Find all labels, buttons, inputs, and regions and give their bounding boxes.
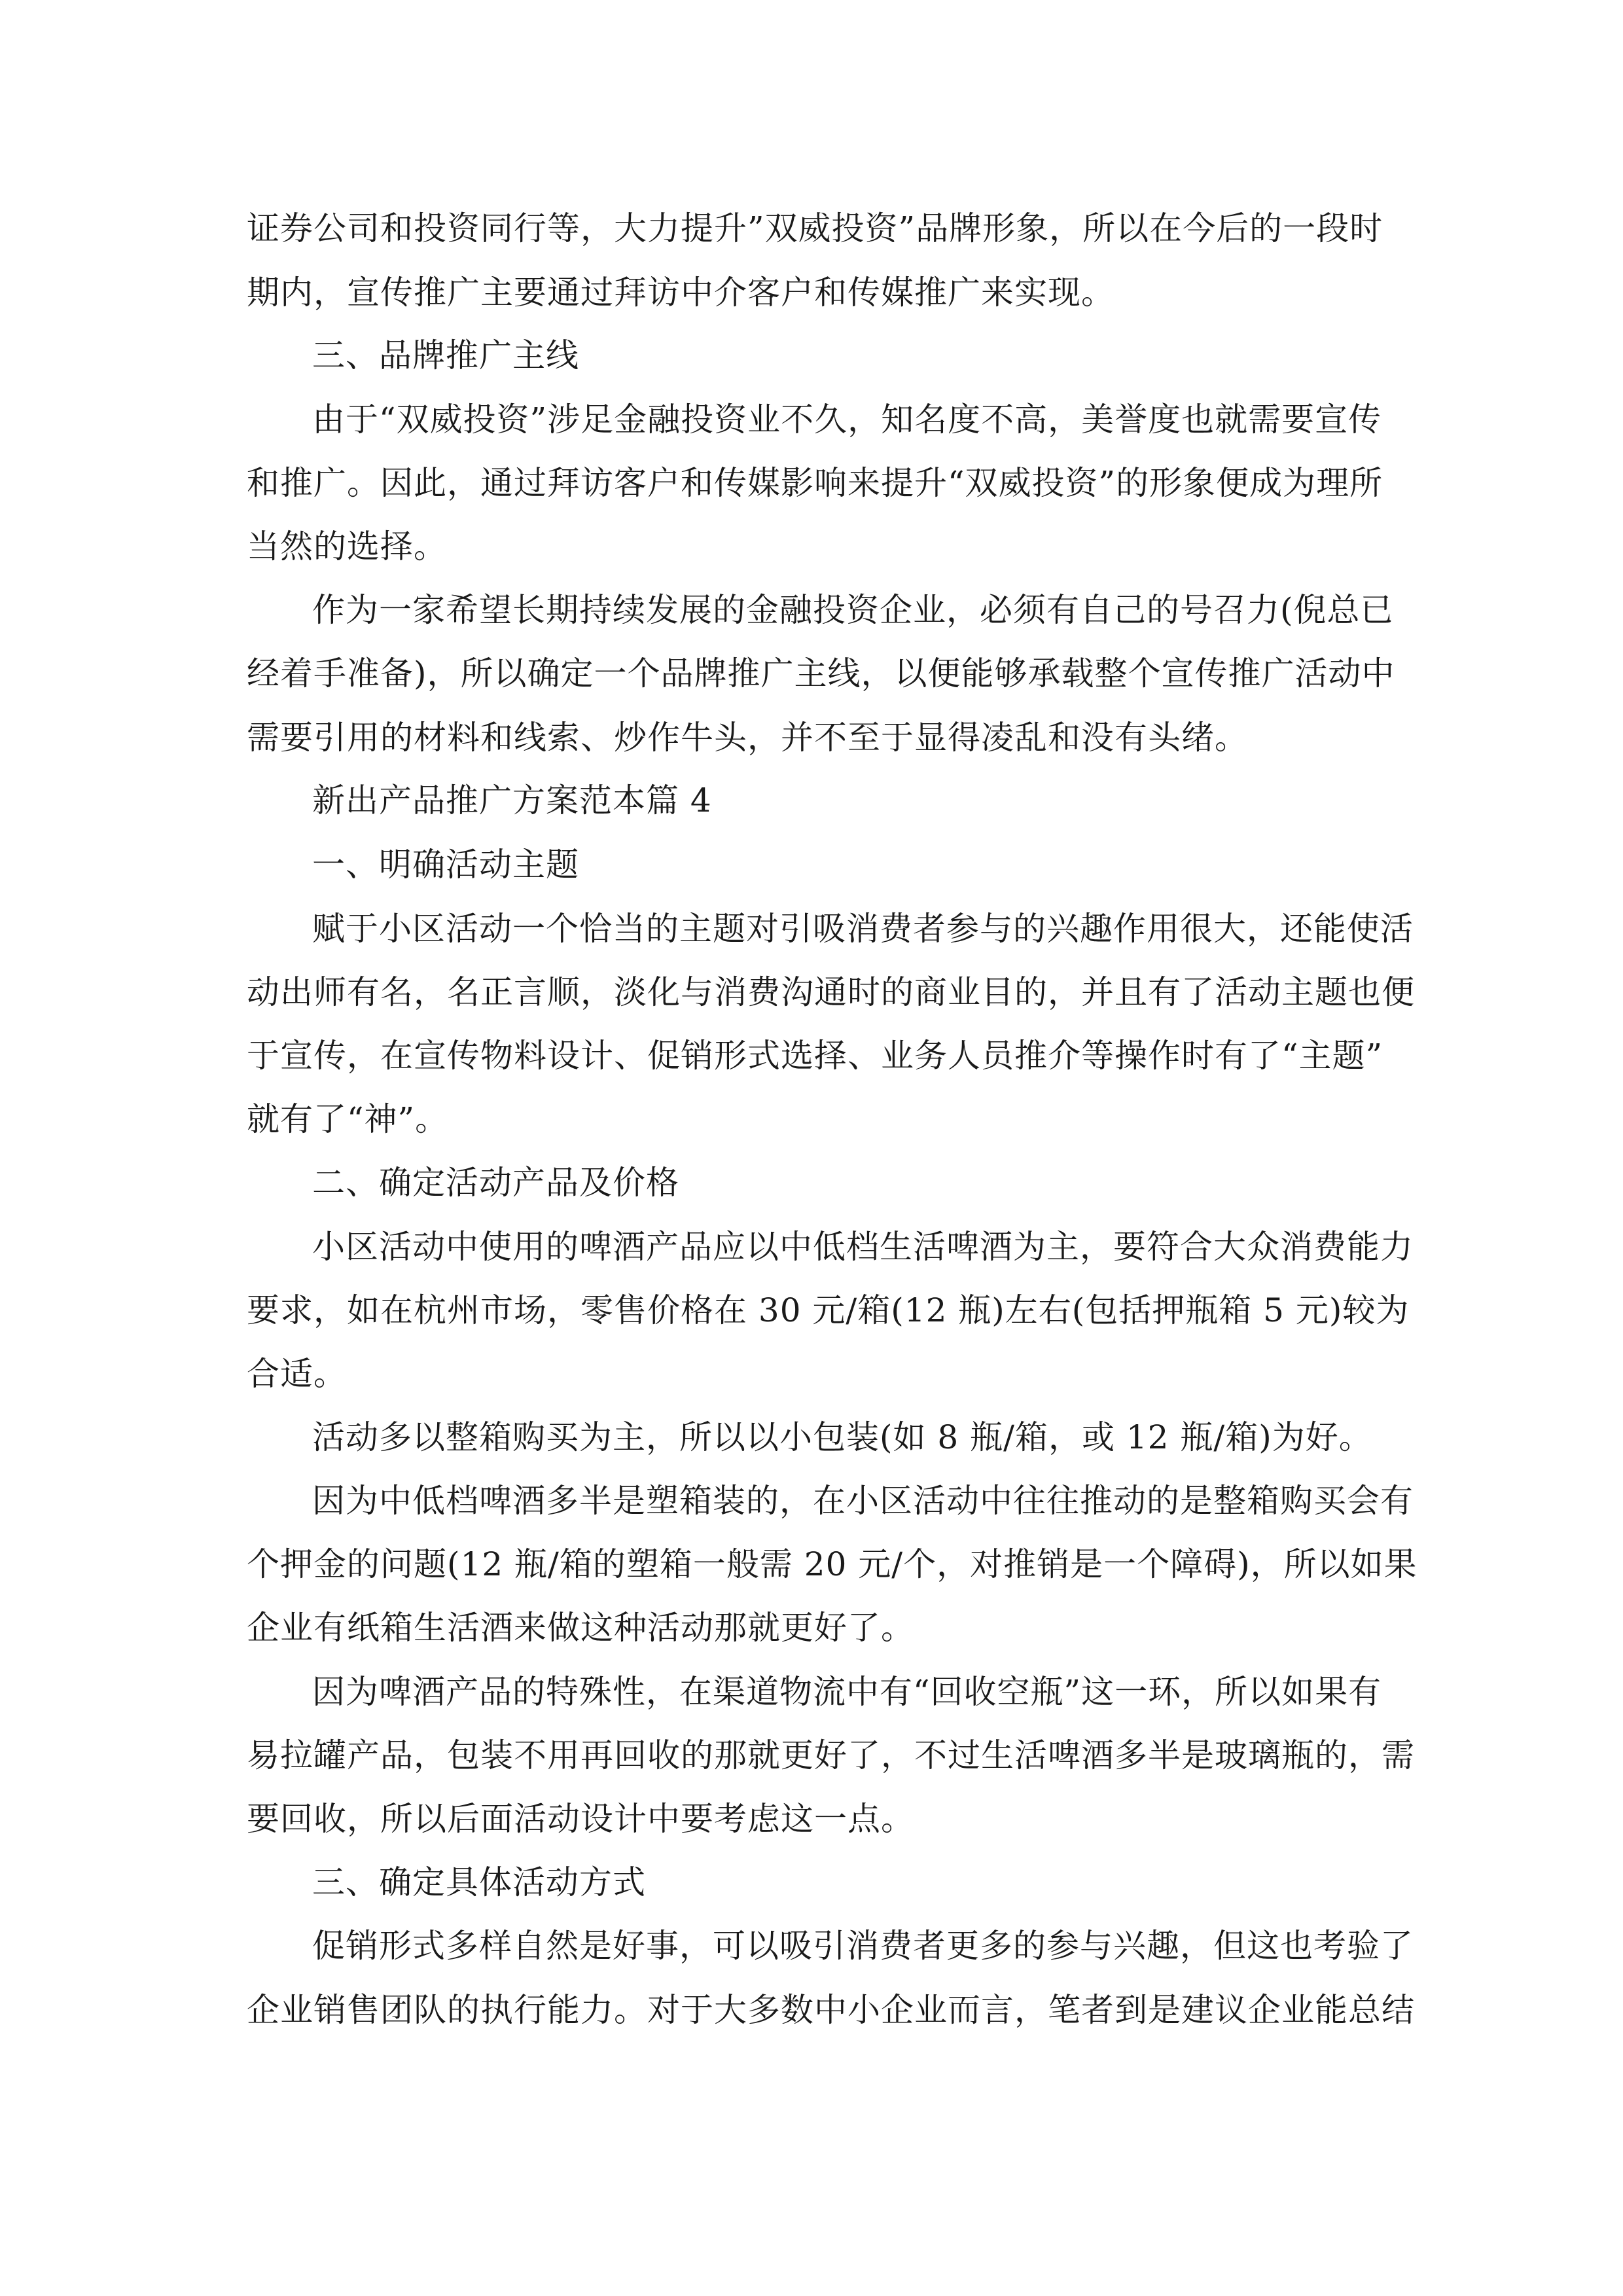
text-line: 当然的选择。 (247, 528, 447, 565)
text-line: 企业有纸箱生活酒来做这种活动那就更好了。 (247, 1609, 914, 1647)
text-line: 易拉罐产品，包装不用再回收的那就更好了，不过生活啤酒多半是玻璃瓶的，需 (247, 1736, 1415, 1774)
text-line: 经着手准备)，所以确定一个品牌推广主线，以便能够承载整个宣传推广活动中 (247, 655, 1395, 692)
text-line: 促销形式多样自然是好事，可以吸引消费者更多的参与兴趣，但这也考验了 (312, 1927, 1414, 1965)
text-line: 小区活动中使用的啤酒产品应以中低档生活啤酒为主，要符合大众消费能力 (312, 1228, 1414, 1266)
text-line: 活动多以整箱购买为主，所以以小包装(如 8 瓶/箱，或 12 瓶/箱)为好。 (312, 1418, 1372, 1456)
text-line: 和推广。因此，通过拜访客户和传媒影响来提升“双威投资”的形象便成为理所 (247, 464, 1383, 502)
section-heading: 一、明确活动主题 (312, 846, 579, 884)
text-line: 赋于小区活动一个恰当的主题对引吸消费者参与的兴趣作用很大，还能使活 (312, 910, 1414, 948)
text-line: 由于“双威投资”涉足金融投资业不久，知名度不高，美誉度也就需要宣传 (312, 401, 1382, 439)
section-heading: 三、品牌推广主线 (312, 336, 579, 374)
section-heading: 三、确定具体活动方式 (312, 1863, 646, 1901)
text-line: 作为一家希望长期持续发展的金融投资企业，必须有自己的号召力(倪总已 (312, 591, 1394, 629)
text-line: 于宣传，在宣传物料设计、促销形式选择、业务人员推介等操作时有了“主题” (247, 1037, 1383, 1075)
text-line: 就有了“神”。 (247, 1100, 449, 1138)
text-line: 因为啤酒产品的特殊性，在渠道物流中有“回收空瓶”这一环，所以如果有 (312, 1673, 1382, 1711)
text-line: 证券公司和投资同行等，大力提升”双威投资”品牌形象，所以在今后的一段时 (247, 209, 1383, 247)
text-line: 要求，如在杭州市场，零售价格在 30 元/箱(12 瓶)左右(包括押瓶箱 5 元)较为 (247, 1291, 1410, 1329)
text-line: 要回收，所以后面活动设计中要考虑这一点。 (247, 1800, 914, 1838)
text-line: 动出师有名，名正言顺，淡化与消费沟通时的商业目的，并且有了活动主题也便 (247, 973, 1415, 1011)
text-line: 期内，宣传推广主要通过拜访中介客户和传媒推广来实现。 (247, 274, 1115, 312)
text-line: 企业销售团队的执行能力。对于大多数中小企业而言，笔者到是建议企业能总结 (247, 1991, 1415, 2029)
section-heading: 二、确定活动产品及价格 (312, 1164, 679, 1202)
text-line: 合适。 (247, 1355, 347, 1393)
chapter-heading: 新出产品推广方案范本篇 4 (312, 781, 712, 819)
text-line: 因为中低档啤酒多半是塑箱装的，在小区活动中往往推动的是整箱购买会有 (312, 1482, 1414, 1520)
text-line: 个押金的问题(12 瓶/箱的塑箱一般需 20 元/个，对推销是一个障碍)，所以如果 (247, 1545, 1418, 1583)
text-line: 需要引用的材料和线索、炒作牛头，并不至于显得凌乱和没有头绪。 (247, 719, 1248, 757)
